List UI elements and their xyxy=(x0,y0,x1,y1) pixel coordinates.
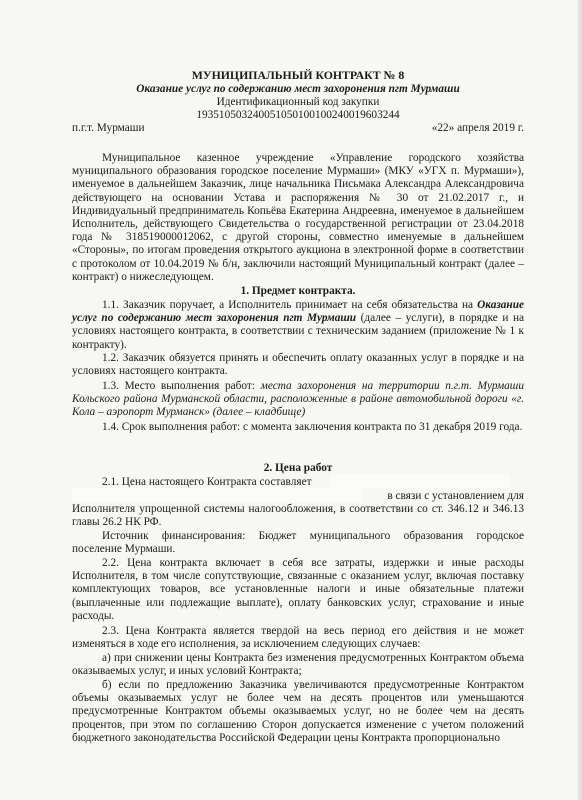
clause-2-1-tax: в связи с установлением для xyxy=(387,490,524,502)
section-2-heading: 2. Цена работ xyxy=(263,462,333,474)
contract-subtitle: Оказание услуг по содержанию мест захоронения пгт Мурмаши xyxy=(136,83,460,95)
clause-1-1 xyxy=(72,299,524,352)
preamble-paragraph: Муниципальное казенное учреждение «Управление городского хозяйства муниципального образования городское поселение Мурмаши» (МКУ «УГХ п. Мурмаши»), именуемое в дальнейшем Заказчик, лице начальника Письмака Александра Александровича действующего на основании Устава и распоряжения № 30 от 21.02.2017 г., и Индивидуальный предприниматель Копьёва Екатерина Андреевна, именуемое в дальнейшем Исполнитель, действующего Свидетельства о государственной регистрации от 23.04.2018 года № 318519000012062, с другой стороны, совместно именуемые в дальнейшем «Стороны», по итогам проведения открытого аукциона в электронной форме в соответствии с протоколом от 10.04.2019 № б/н, заключили настоящий Муниципальный контракт (далее – контракт) о нижеследующем. xyxy=(72,152,524,283)
contract-place: п.г.т. Мурмаши xyxy=(72,122,145,134)
clause-1-3-label: 1.3. Место выполнения работ: xyxy=(102,380,261,392)
redacted-price-amount xyxy=(72,488,362,502)
place-date-row xyxy=(72,122,524,135)
clause-1-3-place: места захоронения на территории п.г.т. Мурмаши Кольского района Мурманской области, расположенные в районе автомобильной дороги «г. Кола – аэропорт Мурманск» (далее – кладбище) xyxy=(72,380,524,419)
clause-2-3-b: б) если по предложению Заказчика увеличиваются предусмотренные Контрактом объемы оказываемых услуг не более чем на десять процентов или уменьшаются предусмотренные Контрактом объемы оказываемых услуг, но не более чем на десять процентов, при этом по соглашению Сторон допускается изменение с учетом положений бюджетного законодательства Российской Федерации цены Контракта пропорционально xyxy=(72,679,524,744)
clause-1-4: 1.4. Срок выполнения работ: с момента заключения контракта по 31 декабря 2019 года. xyxy=(102,421,523,433)
clause-2-1-rest: Исполнителя упрощенной системы налогообложения, в соответствии со ст. 346.12 и 346.13 главы 26.2 НК РФ. xyxy=(72,503,524,529)
clause-2-3: 2.3. Цена Контракта является твердой на весь период его действия и не может изменяться в ходе его исполнения, за исключением следующих случаев: xyxy=(72,625,524,651)
clause-2-2: 2.2. Цена контракта включает в себя все затраты, издержки и иные расходы Исполнителя, в том числе сопутствующие, связанные с оказанием услуг, включая поставку комплектующих товаров, все установленные налоги и иные обязательные платежи (выплаченные или подлежащие выплате), оплату банковских услуг, страхование и иные расходы. xyxy=(72,557,524,622)
contract-title: МУНИЦИПАЛЬНЫЙ КОНТРАКТ № 8 xyxy=(191,68,405,82)
funding-source: Источник финансирования: Бюджет муниципального образования городское поселение Мурмаши. xyxy=(72,530,524,556)
page-edge-shadow xyxy=(578,0,582,800)
clause-1-1-rest: (далее – услуги), в порядке и на условиях настоящего контракта, в соответствии с техническим заданием (приложение № 1 к контракту). xyxy=(72,312,525,351)
clause-2-3-a: а) при снижении цены Контракта без изменения предусмотренных Контрактом объема оказываемых услуг, и иных условий Контракта; xyxy=(72,652,524,678)
clause-2-1-start: 2.1. Цена настоящего Контракта составляет xyxy=(102,476,312,488)
clause-1-1-text: 1.1. Заказчик поручает, а Исполнитель принимает на себя обязательства на xyxy=(102,299,478,311)
redacted-price xyxy=(330,474,510,488)
section-1-heading: 1. Предмет контракта. xyxy=(240,285,356,297)
procurement-code: 193510503240051050100100240019603244 xyxy=(196,109,400,121)
clause-1-2: 1.2. Заказчик обязуется принять и обеспечить оплату оказанных услуг в порядке и на условиях настоящего контракта. xyxy=(72,352,524,378)
clause-1-3 xyxy=(72,380,524,420)
contract-date: «22» апреля 2019 г. xyxy=(431,122,524,134)
clause-1-1-service: Оказание услуг по содержанию мест захоронения пгт Мурмаши xyxy=(72,299,524,325)
procurement-code-label: Идентификационный код закупки xyxy=(216,96,380,108)
